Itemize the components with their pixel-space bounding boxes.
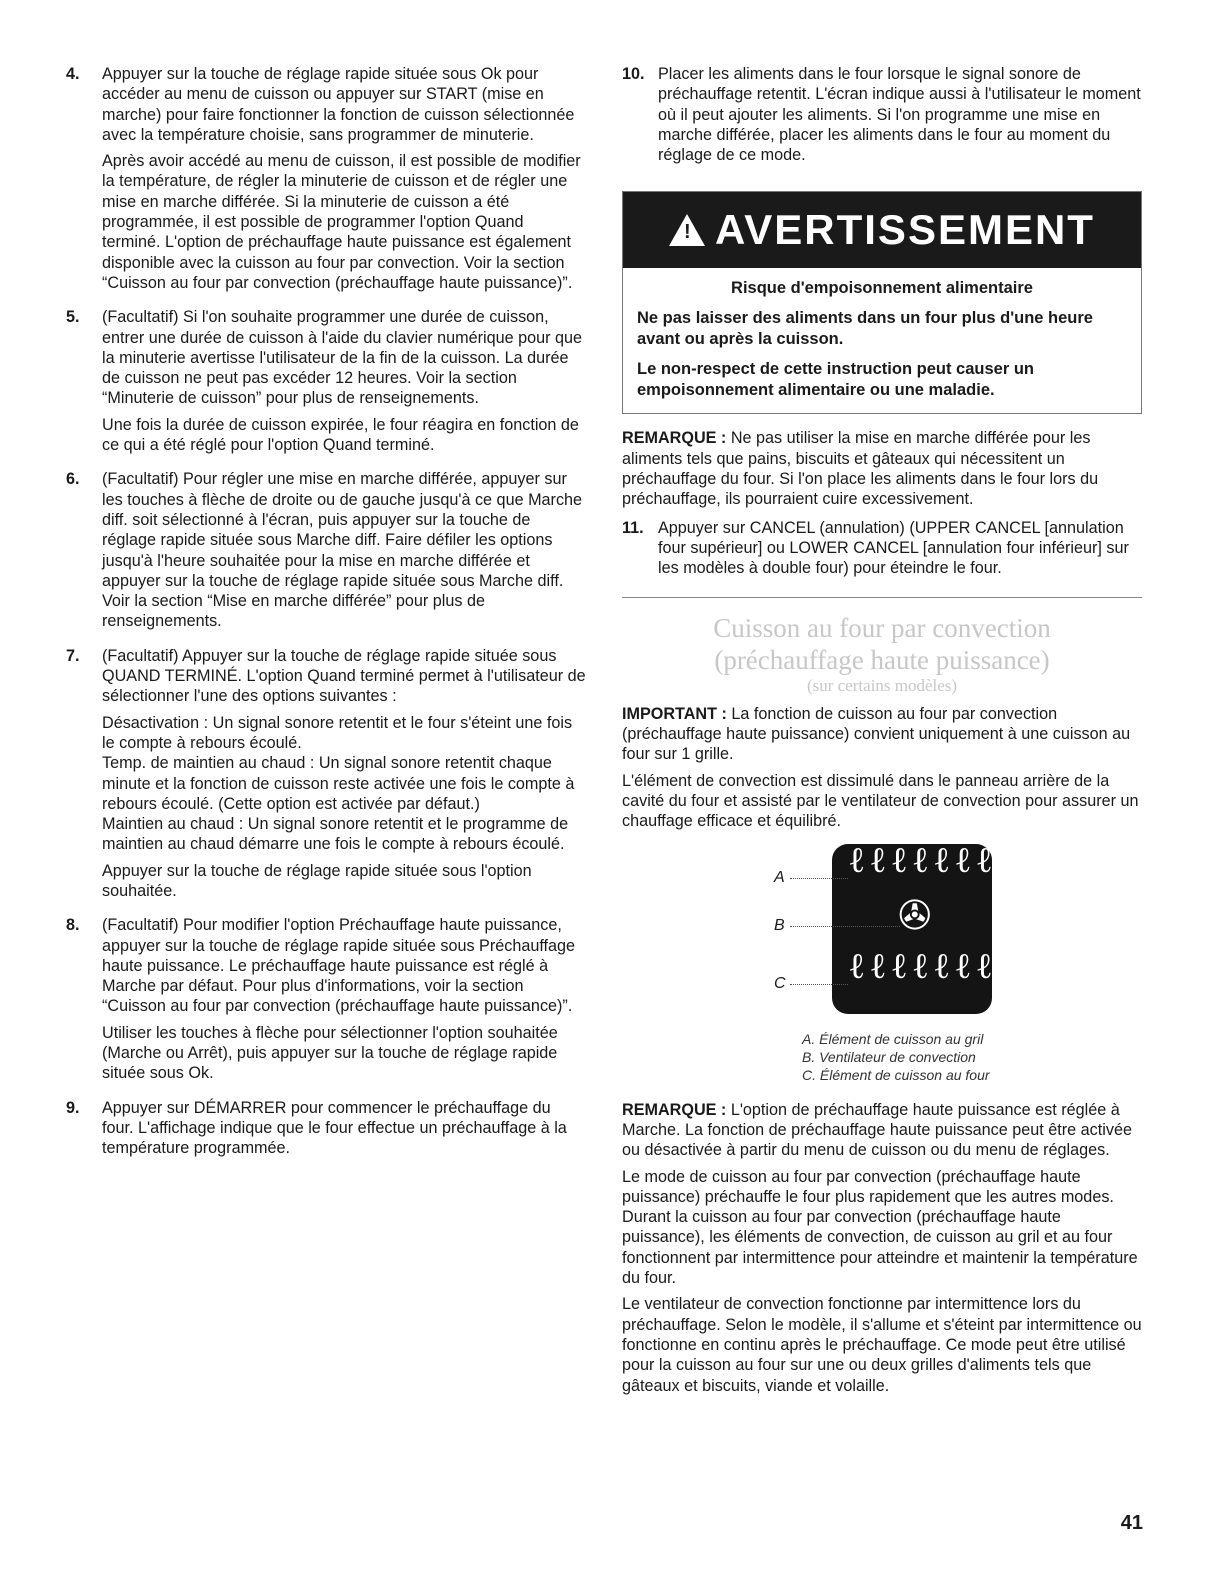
warning-line-2: Le non-respect de cette instruction peut causer un empoisonnement alimentaire ou une maladie. bbox=[637, 360, 1034, 400]
step-number: 5. bbox=[66, 308, 80, 327]
warning-title: AVERTISSEMENT bbox=[715, 206, 1095, 254]
step-text: (Facultatif) Pour modifier l'option Préchauffage haute puissance, appuyer sur la touche de réglage rapide située sous Préchauffage haute puissance. Le préchauffage haute puissance est réglé à Marche par défaut. Pour plus d'informations, voir la section “Cuisson au four par convection (préchauffage haute puissance)”. bbox=[102, 916, 576, 1016]
step-text: Utiliser les touches à flèche pour sélectionner l'option souhaitée (Marche ou Arrêt), puis appuyer sur la touche de réglage rapide située sous Ok. bbox=[102, 1023, 558, 1083]
step-number: 10. bbox=[622, 65, 645, 83]
warning-risk: Risque d'empoisonnement alimentaire bbox=[731, 279, 1033, 298]
step-11 bbox=[622, 518, 1142, 585]
step-9 bbox=[66, 1098, 586, 1165]
section-divider bbox=[622, 597, 1142, 598]
remark-preheat bbox=[622, 1100, 1142, 1161]
mode-paragraph: Le mode de cuisson au four par convection (préchauffage haute puissance) préchauffe le four plus rapidement que les autres modes. Durant la cuisson au four par convection (préchauffage haute puissance), les éléments de convection, de cuisson au gril et au four fonctionnent par intermittence pour atteindre et maintenir la température du four. bbox=[622, 1167, 1138, 1288]
oven-cavity-illustration bbox=[832, 839, 1018, 1014]
caption-c: C. Élément de cuisson au four bbox=[802, 1066, 990, 1083]
section-subtitle: (sur certains modèles) bbox=[806, 675, 958, 695]
bake-element-icon: ℓℓℓℓℓℓℓℓ bbox=[848, 945, 1018, 986]
important-note bbox=[622, 704, 1142, 765]
fan-paragraph: Le ventilateur de convection fonctionne par intermittence lors du préchauffage. Selon le modèle, il s'allume et s'éteint par intermittence ou fonctionne en continu après le préchauffage. Ce mode peut être utilisé pour la cuisson au four sur une ou deux grilles d'aliments tels que gâteaux et biscuits, viande et volaille. bbox=[622, 1295, 1142, 1395]
warning-box bbox=[622, 191, 1142, 414]
step-number: 8. bbox=[66, 916, 80, 935]
step-text: Placer les aliments dans le four lorsque le signal sonore de préchauffage retentit. L'écran indique aussi à l'utilisateur le moment où il peut ajouter les aliments. Si l'on programme une mise en marche différée, placer les aliments dans le four au moment du réglage de ce mode. bbox=[658, 65, 1141, 165]
step-text: (Facultatif) Si l'on souhaite programmer une durée de cuisson, entrer une durée de cuisson à l'aide du clavier numérique pour que la minuterie avertisse l'utilisateur de la fin de la cuisson. La durée de cuisson ne peut pas excéder 12 heures. Voir la section “Minuterie de cuisson” pour plus de renseignements. bbox=[102, 308, 583, 408]
broil-element-icon: ℓℓℓℓℓℓℓℓ bbox=[848, 839, 1018, 880]
step-6 bbox=[66, 469, 586, 637]
right-column bbox=[622, 64, 1142, 1402]
caption-b: B. Ventilateur de convection bbox=[802, 1048, 976, 1065]
remark-label: REMARQUE : bbox=[622, 429, 727, 448]
convection-element-paragraph: L'élément de convection est dissimulé dans le panneau arrière de la cavité du four et assisté par le ventilateur de convection pour assurer un chauffage efficace et équilibré. bbox=[622, 771, 1139, 831]
step-text: Après avoir accédé au menu de cuisson, il est possible de modifier la température, de régler la minuterie de cuisson et de régler une mise en marche différée. Si la minuterie de cuisson a été programmée, il est possible de programmer l'option Quand terminé. L'option de préchauffage haute puissance est également disponible avec la cuisson au four par convection. Voir la section “Cuisson au four par convection (préchauffage haute puissance)”. bbox=[102, 152, 581, 292]
section-title-line-2: (préchauffage haute puissance) bbox=[714, 644, 1050, 675]
leader-c bbox=[790, 984, 848, 985]
step-text: Appuyer sur DÉMARRER pour commencer le préchauffage du four. L'affichage indique que le four effectue un préchauffage à la température programmée. bbox=[102, 1098, 567, 1158]
label-b: B bbox=[774, 916, 785, 934]
step-number: 6. bbox=[66, 470, 80, 489]
step-8 bbox=[66, 915, 586, 1089]
step-number: 11. bbox=[622, 518, 644, 537]
warning-triangle-icon: ! bbox=[669, 214, 705, 246]
step-number: 4. bbox=[66, 65, 80, 83]
remark-text: L'option de préchauffage haute puissance est réglée à Marche. La fonction de préchauffage haute puissance peut être activée ou désactivée à partir du menu de cuisson ou du menu de réglages. bbox=[622, 1100, 1132, 1160]
step-text: Appuyer sur la touche de réglage rapide située sous l'option souhaitée. bbox=[102, 861, 532, 900]
step-text: Une fois la durée de cuisson expirée, le four réagira en fonction de ce qui a été réglé pour l'option Quand terminé. bbox=[102, 415, 579, 455]
step-text: (Facultatif) Appuyer sur la touche de réglage rapide située sous QUAND TERMINÉ. L'option Quand terminé permet à l'utilisateur de sélectionner l'une des options suivantes : bbox=[102, 646, 586, 706]
oven-diagram bbox=[622, 839, 1142, 1020]
step-text: Appuyer sur CANCEL (annulation) (UPPER CANCEL [annulation four supérieur] ou LOWER CANCEL [annulation four inférieur] sur les modèles à double four) pour éteindre le four. bbox=[658, 518, 1129, 578]
label-c: C bbox=[774, 974, 786, 992]
page-number: 41 bbox=[1120, 1512, 1143, 1534]
step-text: Appuyer sur la touche de réglage rapide située sous Ok pour accéder au menu de cuisson ou appuyer sur START (mise en marche) pour faire fonctionner la fonction de cuisson sélectionnée avec la température choisie, sans programmer de minuterie. bbox=[102, 65, 575, 144]
step-text: (Facultatif) Pour régler une mise en marche différée, appuyer sur les touches à flèche de droite ou de gauche jusqu'à ce que Marche diff. soit sélectionné à l'écran, puis appuyer sur la touche de réglage rapide située sous Marche diff. Faire défiler les options jusqu'à l'heure souhaitée pour la mise en marche différée et appuyer sur la touche de réglage rapide située sous Marche diff. Voir la section “Mise en marche différée” pour plus de renseignements. bbox=[102, 470, 583, 631]
step-4 bbox=[66, 64, 586, 299]
remark-delayed-start bbox=[622, 428, 1142, 509]
option-desactivation: Désactivation : Un signal sonore retentit et le four s'éteint une fois le compte à rebours écoulé. bbox=[102, 713, 573, 752]
step-7 bbox=[66, 646, 586, 908]
option-maintien: Maintien au chaud : Un signal sonore retentit et le programme de maintien au chaud démarre une fois le compte à rebours écoulé. bbox=[102, 815, 569, 854]
left-column bbox=[66, 64, 586, 1173]
remark-label: REMARQUE : bbox=[622, 1100, 727, 1119]
step-number: 7. bbox=[66, 646, 80, 665]
option-temp-maintien: Temp. de maintien au chaud : Un signal sonore retentit chaque minute et la fonction de cuisson reste activée une fois le compte à rebours écoulé. (Cette option est activée par défaut.) bbox=[102, 754, 575, 813]
step-10 bbox=[622, 64, 1142, 171]
label-a: A bbox=[774, 868, 785, 886]
step-number: 9. bbox=[66, 1098, 80, 1117]
important-text: La fonction de cuisson au four par convection (préchauffage haute puissance) convient uniquement à une cuisson au four sur 1 grille. bbox=[622, 704, 1131, 764]
warning-header bbox=[623, 192, 1141, 268]
step-5 bbox=[66, 307, 586, 461]
convection-fan-icon: ✇ bbox=[898, 893, 932, 938]
leader-b bbox=[790, 926, 900, 927]
leader-a bbox=[790, 878, 848, 879]
important-label: IMPORTANT : bbox=[622, 704, 727, 723]
remark-text: Ne pas utiliser la mise en marche différée pour les aliments tels que pains, biscuits et gâteaux qui nécessitent un préchauffage du four. Si l'on place les aliments dans le four lors du préchauffage, ils pourraient cuire excessivement. bbox=[622, 429, 1099, 509]
figure-caption bbox=[622, 1030, 1142, 1084]
section-title-line-1: Cuisson au four par convection bbox=[713, 612, 1051, 643]
warning-line-1: Ne pas laisser des aliments dans un four plus d'une heure avant ou après la cuisson. bbox=[637, 309, 1093, 349]
caption-a: A. Élément de cuisson au gril bbox=[802, 1030, 984, 1047]
